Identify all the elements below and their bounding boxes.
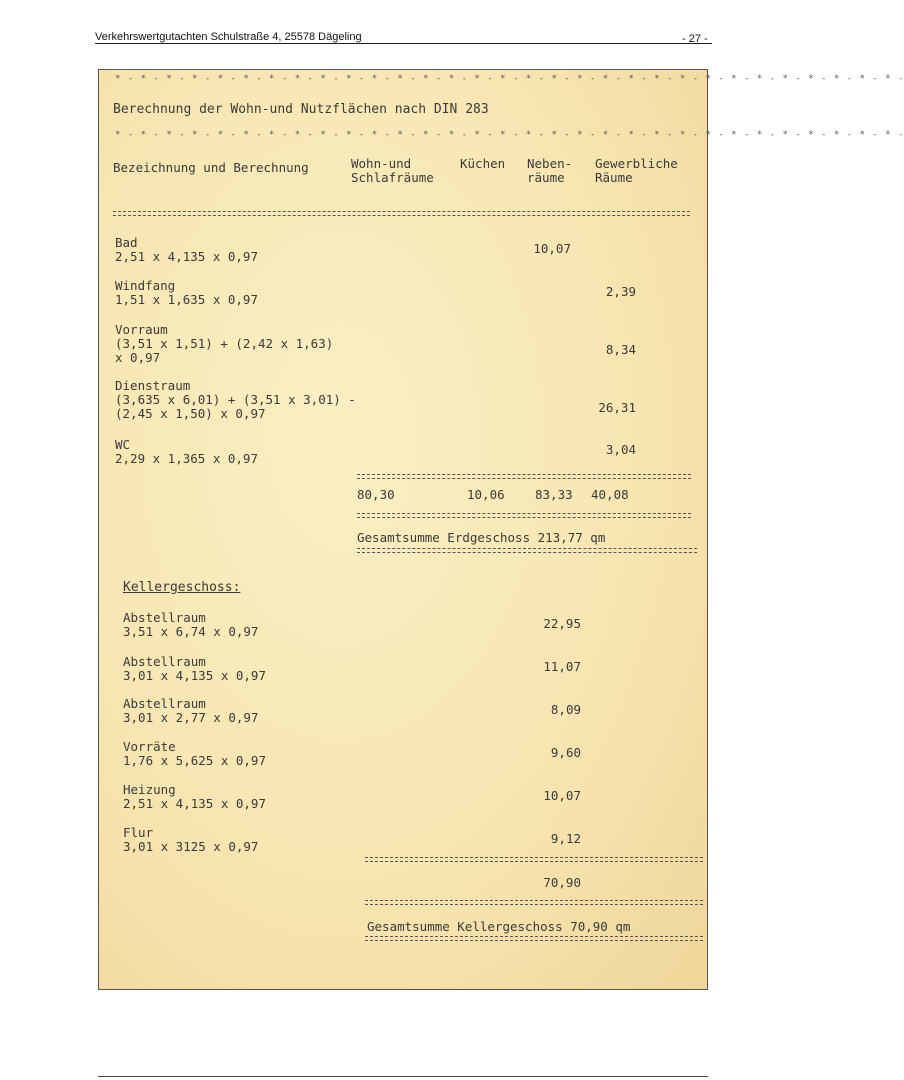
footer-divider xyxy=(98,1076,708,1077)
eg-item-calc: 1,51 x 1,635 x 0,97 xyxy=(115,292,258,307)
col-header-neben: Neben- xyxy=(527,156,573,171)
eg-item-value: 3,04 xyxy=(605,442,636,457)
subtotal-rule xyxy=(357,474,691,479)
col-header-gew-2: Räume xyxy=(595,170,633,185)
eg-item-value: 2,39 xyxy=(605,284,636,299)
kg-item-name: Abstellraum xyxy=(123,654,206,669)
eg-item-value: 10,07 xyxy=(533,241,571,256)
eg-item-calc: 2,51 x 4,135 x 0,97 xyxy=(115,249,258,264)
subtotal-rule xyxy=(365,857,703,862)
eg-item-name: Dienstraum xyxy=(115,378,191,393)
eg-grand-total: Gesamtsumme Erdgeschoss 213,77 qm xyxy=(357,530,606,545)
eg-item-value: 8,34 xyxy=(605,342,636,357)
total-rule xyxy=(365,936,703,941)
kg-item-name: Abstellraum xyxy=(123,696,206,711)
col-header-wohn-2: Schlafräume xyxy=(351,170,434,185)
kg-section-title: Kellergeschoss: xyxy=(123,580,241,595)
col-header-gew: Gewerbliche xyxy=(595,156,678,171)
eg-total-kuechen: 10,06 xyxy=(467,487,505,502)
col-header-neben-2: räume xyxy=(527,170,565,185)
col-header-kuechen: Küchen xyxy=(460,156,506,171)
eg-total-neben: 83,33 xyxy=(535,487,573,502)
eg-item-calc: (3,635 x 6,01) + (3,51 x 3,01) - xyxy=(115,392,356,407)
subtotal-rule xyxy=(365,900,703,905)
eg-item-value: 26,31 xyxy=(598,400,636,415)
eg-item-calc: (2,45 x 1,50) x 0,97 xyxy=(115,406,266,421)
eg-item-calc: (3,51 x 1,51) + (2,42 x 1,63) xyxy=(115,336,334,351)
star-divider: * - * - * - * - * - * - * - * - * - * - * - * - * - * - * - * - * - * - * - * - * - * - * - * - * - * - * - * - * - * - * - xyxy=(115,130,904,140)
kg-item-value: 9,12 xyxy=(550,831,581,846)
kg-item-calc: 2,51 x 4,135 x 0,97 xyxy=(123,796,266,811)
kg-item-calc: 3,51 x 6,74 x 0,97 xyxy=(123,624,259,639)
eg-item-calc: x 0,97 xyxy=(115,350,161,365)
kg-item-value: 22,95 xyxy=(543,616,581,631)
eg-total-gew: 40,08 xyxy=(591,487,629,502)
kg-item-name: Flur xyxy=(123,825,154,840)
kg-item-name: Vorräte xyxy=(123,739,176,754)
kg-item-name: Abstellraum xyxy=(123,610,206,625)
page-number: - 27 - xyxy=(682,33,708,45)
eg-item-name: Windfang xyxy=(115,278,176,293)
total-rule xyxy=(357,548,697,553)
star-divider: * - * - * - * - * - * - * - * - * - * - * - * - * - * - * - * - * - * - * - * - * - * - * - * - * - * - * - * - * - * - * - xyxy=(115,74,904,84)
kg-item-value: 8,09 xyxy=(550,702,581,717)
kg-item-calc: 3,01 x 3125 x 0,97 xyxy=(123,839,259,854)
kg-item-name: Heizung xyxy=(123,782,176,797)
eg-item-name: Bad xyxy=(115,235,138,250)
doc-title: Berechnung der Wohn-und Nutzflächen nach DIN 283 xyxy=(113,102,489,117)
kg-item-calc: 3,01 x 2,77 x 0,97 xyxy=(123,710,259,725)
subtotal-rule xyxy=(357,513,691,518)
header-title: Verkehrswertgutachten Schulstraße 4, 25578 Dägeling xyxy=(95,31,362,43)
col-header-wohn: Wohn-und xyxy=(351,156,412,171)
header-rule xyxy=(113,211,690,216)
kg-grand-total: Gesamtsumme Kellergeschoss 70,90 qm xyxy=(367,919,631,934)
scanned-page xyxy=(98,69,904,990)
eg-item-calc: 2,29 x 1,365 x 0,97 xyxy=(115,451,258,466)
kg-item-calc: 1,76 x 5,625 x 0,97 xyxy=(123,753,266,768)
eg-item-name: WC xyxy=(115,437,131,452)
header-divider xyxy=(95,43,712,44)
kg-total: 70,90 xyxy=(543,875,581,890)
col-header-desc: Bezeichnung und Berechnung xyxy=(113,160,309,175)
eg-item-name: Vorraum xyxy=(115,322,168,337)
kg-item-calc: 3,01 x 4,135 x 0,97 xyxy=(123,668,266,683)
eg-total-wohn: 80,30 xyxy=(357,487,395,502)
kg-item-value: 11,07 xyxy=(543,659,581,674)
kg-item-value: 10,07 xyxy=(543,788,581,803)
kg-item-value: 9,60 xyxy=(550,745,581,760)
